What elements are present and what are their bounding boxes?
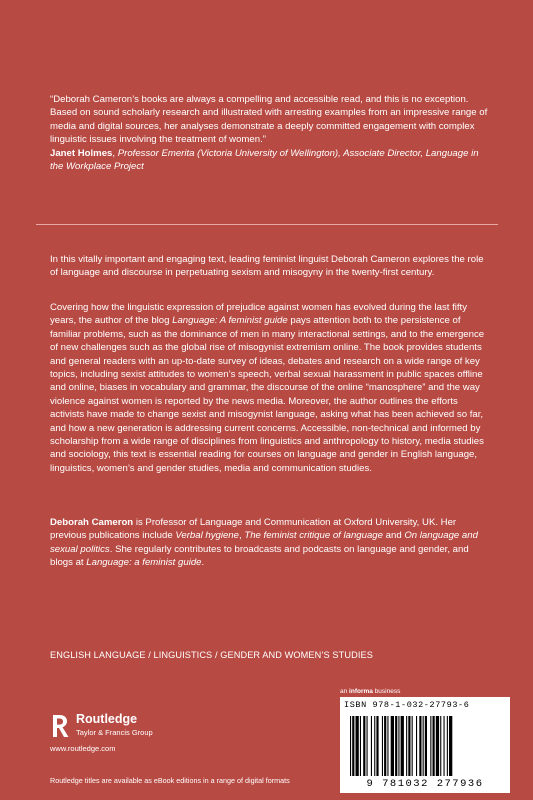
barcode-bar xyxy=(350,716,351,776)
quote-text: “Deborah Cameron’s books are always a compelling and accessible read, and this is no exception. Based on sound scholarly research and illustrated with arresting examples from an impressive range of media and digital sources, her analyses demonstrate a deeply committed engagement with complex linguistic issues involving the treatment of women.” xyxy=(50,94,488,146)
endorsement-quote xyxy=(50,93,490,173)
routledge-logo-icon xyxy=(50,713,70,739)
barcode-bar xyxy=(419,716,421,776)
description-text xyxy=(50,301,490,475)
bio-blog-title: Language: a feminist guide xyxy=(86,557,202,569)
publisher-group: Taylor & Francis Group xyxy=(76,728,153,737)
barcode-bar xyxy=(433,716,435,776)
barcode-bar xyxy=(401,716,404,776)
barcode-bar xyxy=(374,716,375,776)
barcode-bar xyxy=(416,716,417,776)
barcode-bar xyxy=(376,716,378,776)
barcode-bar xyxy=(398,716,399,776)
description-part-1: Covering how the linguistic expression of prejudice against women has evolved during the last fifty years, the author of the blog xyxy=(50,302,468,327)
quote-attribution xyxy=(50,147,490,174)
intro-text: In this vitally important and engaging text, leading feminist linguist Deborah Cameron explores the role of language and discourse in perpetuating sexism and misogyny in the twenty-first century. xyxy=(50,254,484,279)
barcode-bar xyxy=(449,716,452,776)
barcode-bar xyxy=(360,716,361,776)
bio-book-2: The feminist critique of language xyxy=(244,530,383,542)
barcode-bar xyxy=(352,716,354,776)
barcode-number: 9 781032 277936 xyxy=(366,778,484,790)
ebook-note: Routledge titles are available as eBook editions in a range of digital formats xyxy=(50,776,290,785)
author-bio xyxy=(50,516,490,570)
barcode-bar xyxy=(363,716,365,776)
description-paragraph xyxy=(50,301,490,475)
intro-paragraph xyxy=(50,253,490,280)
barcode-bar xyxy=(423,716,424,776)
barcode-bar xyxy=(356,716,359,776)
bio-book-1: Verbal hygiene xyxy=(175,530,239,542)
informa-bold: informa xyxy=(349,688,373,695)
barcode-bar xyxy=(371,716,372,776)
barcode-bar xyxy=(436,716,439,776)
publisher-website[interactable]: www.routledge.com xyxy=(50,744,116,753)
barcode-bar xyxy=(444,716,445,776)
description-part-2: pays attention both to the persistence of familiar problems, such as the dominance of men in many interactional settings, and to the emergence of new challenges such as the global rise of misogynist extremism online. The book provides students and general readers with an up-to-date survey of ideas, debates and research on a wide range of key topics, including sexist attitudes to women’s speech, verbal sexual harassment in public spaces offline and online, biases in vocabulary and grammar, the discourse of the online “manosphere” and the way violence against women is reported by the news media. Moreover, the author outlines the efforts activists have made to change sexist and misogynist language, asking what has been achieved so far, and how a new generation is addressing current concerns. Accessible, non-technical and informed by scholarship from a wide range of disciplines from linguistics and anthropology to history, media studies and sociology, this text is essential reading for courses on language and gender in English language, linguistics, women’s and gender studies, media and communication studies. xyxy=(50,315,485,474)
bio-text-5: . xyxy=(201,557,205,569)
barcode-bar xyxy=(406,716,407,776)
informa-business-label xyxy=(340,688,400,695)
barcode-bar xyxy=(391,716,394,776)
quote-author-separator: , xyxy=(112,147,118,159)
barcode-bar xyxy=(382,716,383,776)
barcode-bar xyxy=(447,716,448,776)
quote-author: Janet Holmes xyxy=(50,147,113,159)
barcode-bar xyxy=(430,716,431,776)
barcode-bar xyxy=(387,716,388,776)
barcode-icon xyxy=(350,716,502,776)
barcode-bar xyxy=(384,716,386,776)
barcode-bar xyxy=(408,716,410,776)
divider xyxy=(36,224,498,225)
barcode-bar xyxy=(367,716,368,776)
informa-pre: an xyxy=(340,688,350,695)
bio-text-3: and xyxy=(382,530,405,542)
quote-author-role: Professor Emerita (Victoria University of Wellington), Associate Director, Language in the Workplace Project xyxy=(50,147,479,173)
subject-categories: ENGLISH LANGUAGE / LINGUISTICS / GENDER AND WOMEN’S STUDIES xyxy=(50,650,373,660)
informa-post: business xyxy=(372,688,401,695)
isbn-text: ISBN 978-1-032-27793-6 xyxy=(344,700,470,710)
barcode-bar xyxy=(440,716,441,776)
barcode-bar xyxy=(395,716,397,776)
barcode-bar xyxy=(412,716,413,776)
blog-title: Language: A feminist guide xyxy=(172,315,288,327)
bio-text-4: . She regularly contributes to broadcasts and podcasts on language and gender, and blogs at xyxy=(50,543,469,569)
publisher-name: Routledge xyxy=(76,712,138,726)
bio-text xyxy=(50,516,490,570)
barcode-bar xyxy=(425,716,427,776)
bio-text-1: is Professor of Language and Communication at Oxford University, UK. Her previous publications include xyxy=(50,517,457,542)
bio-author-name: Deborah Cameron xyxy=(50,517,134,528)
bio-book-3: On language and sexual politics xyxy=(50,530,478,555)
bio-text-2: , xyxy=(238,530,245,542)
